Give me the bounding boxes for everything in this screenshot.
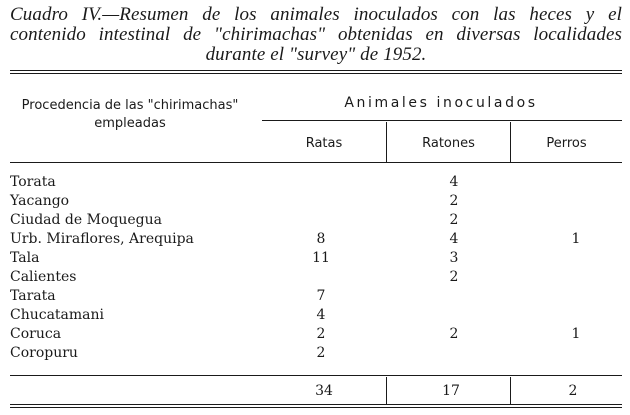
row-label: Tala [10, 250, 40, 266]
cell-ratas: 11 [312, 250, 330, 266]
top-rule-2 [10, 73, 622, 74]
row-label: Calientes [10, 269, 77, 285]
row-label: Ciudad de Moquegua [10, 212, 162, 228]
row-label: Chucatamani [10, 307, 105, 323]
cell-ratones: 4 [449, 231, 459, 247]
header-bottom-rule [10, 162, 622, 163]
caption-line-2: contenido intestinal de "chirimachas" obtenidas en diversas localidades [10, 24, 622, 45]
cell-ratas: 2 [316, 326, 326, 342]
cell-perros: 1 [571, 326, 581, 342]
bottom-rule-2 [10, 407, 622, 408]
cell-ratas: 4 [316, 307, 326, 323]
row-label: Coropuru [10, 345, 78, 361]
cell-ratones: 2 [449, 212, 459, 228]
row-header-line-2: empleadas [94, 116, 166, 131]
totals-divider-2 [510, 377, 511, 404]
total-ratas: 34 [315, 383, 333, 399]
bottom-rule-1 [10, 404, 622, 405]
cell-perros: 1 [571, 231, 581, 247]
col-header-ratones: Ratones [422, 136, 475, 151]
cell-ratas: 7 [316, 288, 326, 304]
total-ratones: 17 [442, 383, 460, 399]
row-header-line-1: Procedencia de las "chirimachas" [21, 98, 239, 113]
caption-line-1: Cuadro IV.—Resumen de los animales inoculados con las heces y el [10, 4, 622, 25]
row-label: Urb. Miraflores, Arequipa [10, 231, 194, 247]
row-label: Torata [10, 174, 56, 190]
cell-ratones: 2 [449, 326, 459, 342]
col-header-ratas: Ratas [305, 136, 343, 151]
cell-ratones: 2 [449, 269, 459, 285]
row-label: Yacango [10, 193, 70, 209]
group-header-rule [262, 120, 622, 121]
total-perros: 2 [568, 383, 578, 399]
cell-ratas: 8 [316, 231, 326, 247]
col-header-perros: Perros [546, 136, 587, 151]
row-label: Tarata [10, 288, 56, 304]
cell-ratones: 2 [449, 193, 459, 209]
totals-top-rule [10, 375, 622, 376]
caption-line-3: durante el "survey" de 1952. [205, 44, 427, 65]
row-label: Coruca [10, 326, 62, 342]
totals-divider-1 [386, 377, 387, 404]
cell-ratones: 4 [449, 174, 459, 190]
table-caption [10, 5, 622, 65]
cell-ratas: 2 [316, 345, 326, 361]
cell-ratones: 3 [449, 250, 459, 266]
top-rule-1 [10, 70, 622, 71]
group-header: Animales inoculados [344, 95, 538, 111]
